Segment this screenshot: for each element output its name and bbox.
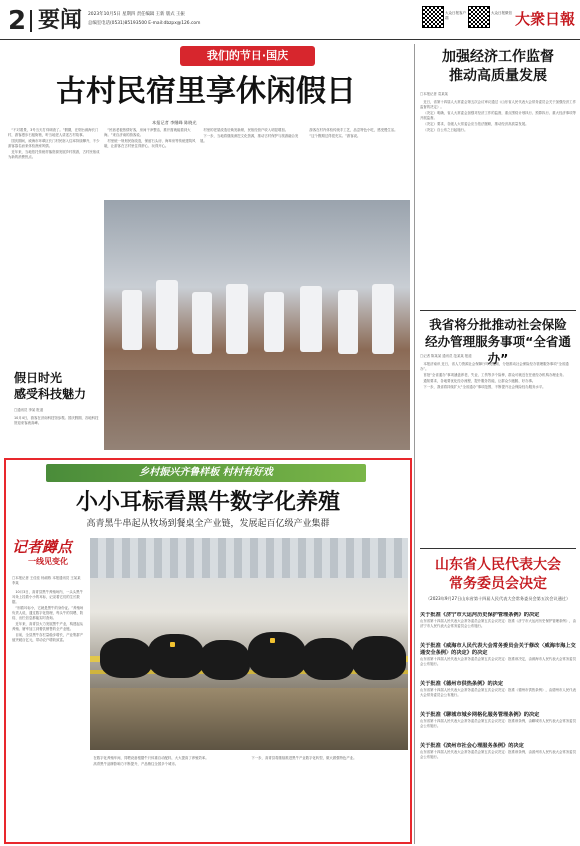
newspaper-logo: 大衆日報: [515, 10, 576, 28]
article-social-insurance: [420, 362, 576, 544]
article-3-p2: 下一步，当地将继续深挖文化资源，推动古村保护与旅游融合发展。: [200, 134, 299, 143]
caption-title: 假日时光 感受科技魅力: [14, 371, 87, 401]
feed-trough: [90, 688, 408, 750]
headline-economic-supervision: 加强经济工作监督 推动高质量发展: [442, 49, 554, 84]
article-1-p2: 国庆期间，威海市环翠区长门村民宿入住率持续攀升，不少游客慕名而来体验渔家风情。: [8, 139, 100, 148]
feature-text-3: [248, 756, 408, 840]
decision-title: 关于批准《德州市供热条例》的决定: [420, 681, 504, 687]
article-3-p1: 村里的老屋改造后焕发新颜，民宿经营户收入明显增加。: [203, 128, 289, 132]
right-rule: [420, 310, 576, 311]
right-article-1-p1: 近日，省第十四届人大常委会第五次会议审议通过《山东省人民代表大会常务委员会关于加强经济工作监督的决定》。: [420, 100, 576, 109]
feature-text-2-p2: 高青黑牛品牌影响力不断提升，产品销往全国多个城市。: [93, 762, 179, 766]
article-4-p2: “这个假期过得很充实。”游客说。: [309, 134, 361, 138]
feature-text-2-p1: 在数字化养殖车间，饲喂设备根据牛只体重自动配料，大大提高了养殖效率。: [93, 756, 209, 760]
robot-figure: [122, 290, 142, 350]
page-number: 2: [8, 6, 27, 36]
article-1: [8, 128, 100, 368]
feature-text-p2: “别看耳标小，它就是黑牛的身份证。”养殖场负责人说，通过数字化管理，每头牛的饲喂、防疫、出栏信息都能实时查询。: [12, 606, 84, 620]
right-article-1-p3: 《决定》要求，各级人大常委会应当依法履职，推动经济高质量发展。: [423, 122, 529, 126]
date-line: 2023年10月5日 星期四 责任编辑 王新 版式 王振: [88, 12, 185, 17]
right-article-2-p2: 首批“全省通办”事项涵盖养老、失业、工伤等多个险种，群众可就近在任意经办机构办理业务。: [423, 373, 566, 377]
robot-figure: [338, 290, 358, 354]
decision-list: [420, 612, 576, 842]
photo-cattle-barn: [90, 538, 408, 750]
headline-ancient-village: 古村民宿里享休闲假日: [56, 74, 356, 109]
decision-title: 关于批准《聊城市城乡网格化服务管理条例》的决定: [420, 712, 540, 718]
robot-figure: [300, 286, 322, 352]
right-article-1-p4: 《决定》自公布之日起施行。: [423, 128, 468, 132]
reporter-badge: [12, 538, 84, 572]
decision-item: [420, 612, 576, 639]
decision-title: 关于批准《济宁市大运河历史保护管理条例》的决定: [420, 612, 540, 618]
cattle-figure: [148, 634, 204, 678]
feature-text-p4: 目前，全县黑牛存栏量稳步增长，产业集群产值突破百亿元，带动农户增收致富。: [12, 633, 84, 642]
masthead: [0, 0, 580, 40]
photo-floor: [104, 370, 410, 450]
headline-black-cattle: 小小耳标看黑牛数字化养殖: [75, 489, 340, 515]
byline-2: □本报记者 王佳佳 杨淑栋 本报通讯员 王某某 李某: [12, 576, 81, 585]
robot-figure: [372, 284, 394, 354]
hotline-line: 总编室电话(0531)85193500 E-mail:dbzpx@126.com: [88, 21, 201, 26]
ear-tag: [170, 642, 175, 647]
ear-tag: [270, 638, 275, 643]
festival-banner: [180, 46, 315, 66]
article-2-p1: “民宿老板热情好客，房间干净整洁，推开窗就能看到大海。”来自济南的游客说。: [104, 128, 191, 137]
byline-right-2: □记者 陈某某 通讯员 范某某 报道: [420, 354, 472, 358]
feature-article-frame: [4, 458, 412, 844]
right-rule: [420, 548, 576, 549]
article-4-p1: 游客在村内体验传统手工艺，品尝特色小吃，感受慢生活。: [309, 128, 398, 132]
robot-figure: [264, 292, 284, 352]
decision-item: [420, 743, 576, 770]
column-tag-text: 乡村振兴齐鲁样板 村村有好戏: [139, 467, 273, 478]
right-article-2-p4: 下一步，我省将持续扩大“全省通办”事项范围，不断提升社会保险经办服务水平。: [423, 385, 546, 389]
decision-text: 山东省第十四届人民代表大会常务委员会第五次会议决定：批准《济宁市大运河历史保护管理条例》，由济宁市人民代表大会常务委员会公布施行。: [420, 619, 576, 628]
article-2-p2: 村里统一规划民宿改造，保留石头房、海草房等传统建筑风貌，让游客在古村里住得舒心、玩得开心。: [104, 139, 196, 148]
right-column-divider: [414, 44, 415, 844]
caption-credit: □通讯员 李某 报道: [14, 408, 44, 412]
cattle-figure: [352, 636, 406, 680]
feature-text-3-p1: 下一步，高青县将继续推进黑牛产业数字化转型，做大做强特色产业。: [251, 756, 357, 760]
reporter-badge-sub: 一线见变化: [28, 557, 68, 566]
decision-item: [420, 643, 576, 677]
feature-text-p3: 近年来，高青县大力发展黑牛产业，构建起从养殖、屠宰加工到餐饮销售的全产业链。: [12, 622, 84, 631]
headline-social-insurance: 我省将分批推动社会保险 经办管理服务事项“全省通办”: [425, 317, 571, 366]
cattle-figure: [248, 632, 306, 678]
feature-text-1: [12, 590, 84, 840]
caption-text: 10月4日，游客在济南科技馆参观。国庆假期，各地科技馆迎来客流高峰。: [14, 416, 99, 425]
byline-right-1: □本报记者 袁某某: [420, 92, 449, 96]
right-article-1-p2: 《决定》明确，省人大常委会加强对经济工作的监督，重点围绕计划执行、预算执行、重大经济事项等开展监督。: [420, 111, 576, 120]
qr-label-2: 大众日报微信: [491, 11, 512, 15]
festival-banner-text: 我们的节日·国庆: [206, 49, 289, 62]
article-economic-supervision: [420, 100, 576, 306]
npc-decision-subtitle: （2023年9月27日山东省第十四届人民代表大会常务委员会第五次会议通过）: [425, 596, 571, 601]
article-4: [306, 128, 410, 198]
decision-item: [420, 681, 576, 708]
article-2: [104, 128, 196, 198]
article-3: [200, 128, 302, 198]
barn-roof: [90, 538, 408, 578]
decision-text: 山东省第十四届人民代表大会常务委员会第五次会议决定：批准该条例，由滨州市人民代表大会常务委员会公布施行。: [420, 750, 576, 759]
article-1-p1: “不对着景，3号当天打烊调查了。”假期，在烟台威海长门村，游客漫步石板街巷，听当地老人讲述古村故事。: [8, 128, 99, 137]
robot-figure: [226, 284, 248, 354]
photo-science-museum: [104, 200, 410, 450]
decision-item: [420, 712, 576, 739]
byline-1: 本报记者 李继峰 陈晓光: [152, 120, 197, 125]
right-article-2-p1: 本报济南讯 近日，省人力资源社会保障厅印发通知，分批推动社会保险经办管理服务事项“全省通办”。: [420, 362, 569, 371]
subheadline-black-cattle: 高青黑牛串起从牧场到餐桌全产业链，发展起百亿级产业集群: [86, 519, 330, 529]
masthead-divider: [30, 10, 32, 32]
robot-figure: [156, 280, 178, 350]
reporter-badge-title: 记者蹲点: [12, 538, 73, 556]
robot-figure: [192, 292, 212, 354]
decision-text: 山东省第十四届人民代表大会常务委员会第五次会议决定：批准该决定，由威海市人民代表大会常务委员会公布施行。: [420, 657, 576, 666]
cattle-figure: [200, 640, 250, 680]
section-name: 要闻: [38, 8, 83, 33]
cattle-figure: [302, 638, 354, 680]
qr-code-2: [468, 6, 490, 28]
feature-text-2: [90, 756, 242, 840]
decision-text: 山东省第十四届人民代表大会常务委员会第五次会议决定：批准该条例，由聊城市人民代表大会常务委员会公布施行。: [420, 719, 576, 728]
decision-text: 山东省第十四届人民代表大会常务委员会第五次会议决定：批准《德州市供热条例》，由德州市人民代表大会常务委员会公布施行。: [420, 688, 576, 697]
right-article-2-p3: 通知要求，各地要优化经办流程，提升服务效能，让群众少跑腿、好办事。: [423, 379, 536, 383]
qr-code-1: [422, 6, 444, 28]
column-tag-bar: [46, 464, 366, 482]
feature-text-p1: 10月3日，高青县黑牛养殖场内，一头头黑牛耳朵上挂着小小的耳标，记录着它们的生长数据。: [12, 590, 83, 604]
cattle-figure: [100, 638, 152, 678]
decision-title: 关于批准《滨州市社会心理服务条例》的决定: [420, 743, 524, 749]
decision-title: 关于批准《威海市人民代表大会常务委员会关于修改〈威海市海上交通安全条例〉的决定》的决定: [420, 643, 576, 656]
qr-label-1: 大众日报客户端: [445, 11, 466, 20]
headline-npc-decision: 山东省人民代表大会 常务委员会决定: [435, 557, 561, 592]
article-1-p3: 近年来，当地依托传统村落资源发展乡村旅游，古村民宿成为新的消费热点。: [8, 150, 100, 159]
